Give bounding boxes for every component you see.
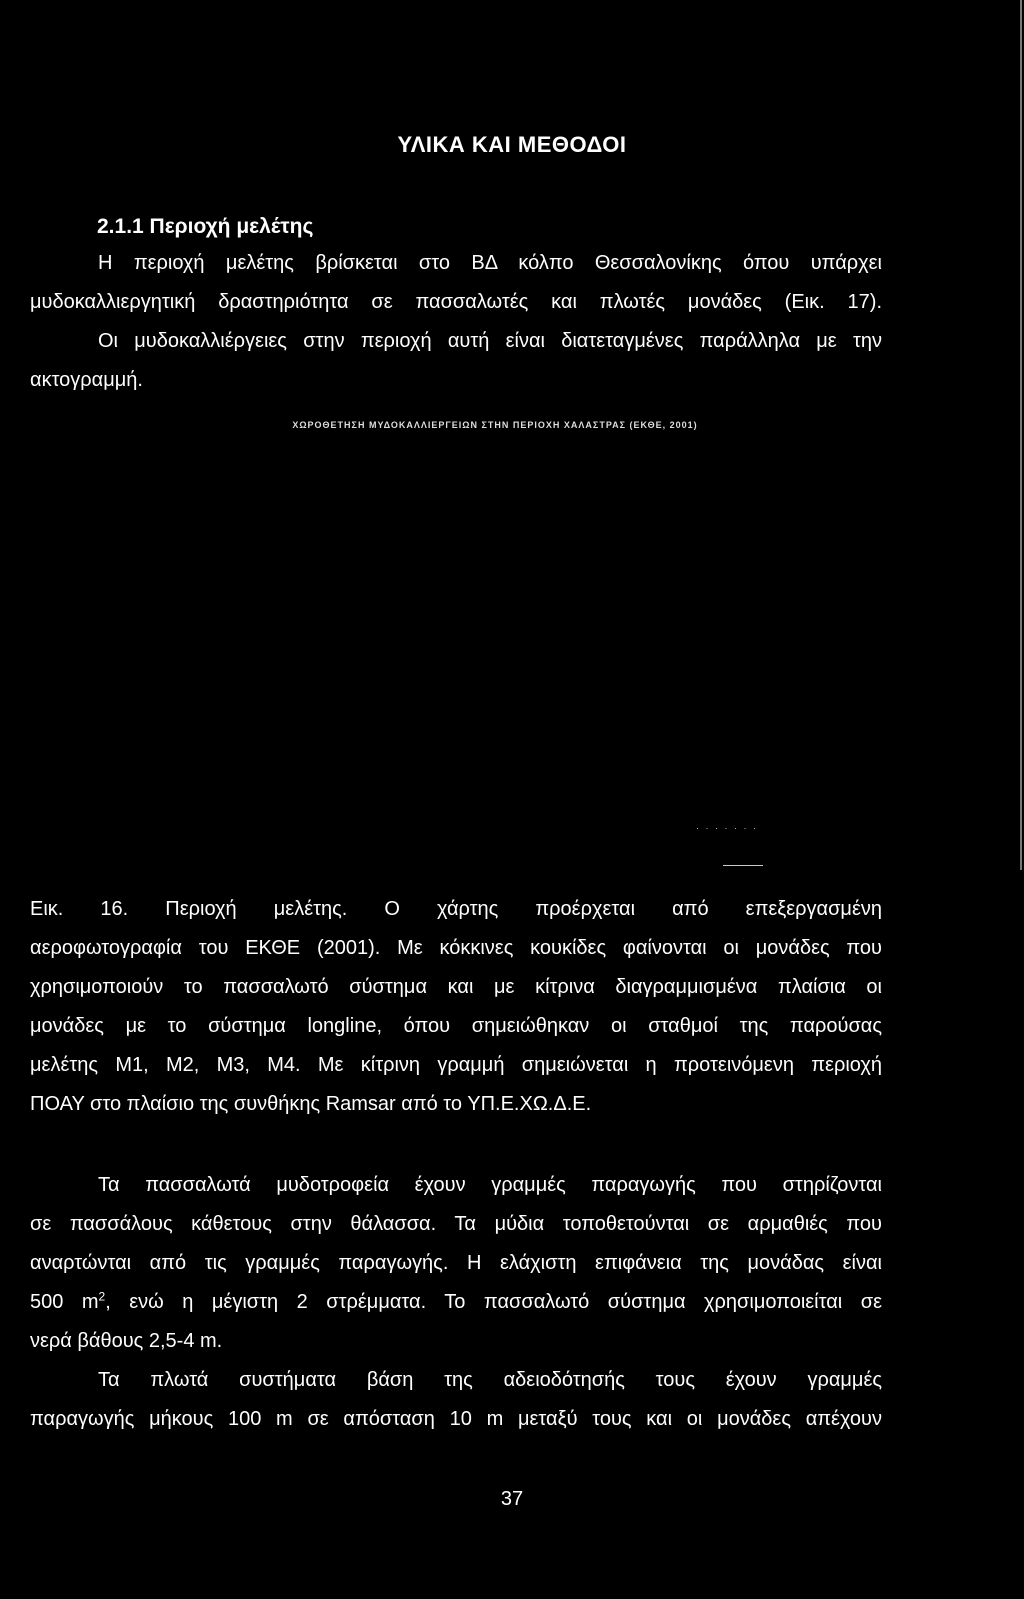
superscript-2: 2 [98, 1289, 106, 1304]
body-line: αναρτώνται από τις γραμμές παραγωγής. Η ελάχιστη επιφάνεια της μονάδας είναι [30, 1252, 882, 1274]
intro-line: Οι μυδοκαλλιέργειες στην περιοχή αυτή είναι διατεταγμένες παράλληλα με την [98, 330, 882, 352]
body-line: παραγωγής μήκους 100 m σε απόσταση 10 m μεταξύ τους και οι μονάδες απέχουν [30, 1408, 882, 1430]
body-line: νερά βάθους 2,5-4 m. [30, 1330, 223, 1352]
caption-line: μονάδες με το σύστημα longline, όπου σημειώθηκαν οι σταθμοί της παρούσας [30, 1015, 882, 1037]
caption-line: Εικ. 16. Περιοχή μελέτης. Ο χάρτης προέρχεται από επεξεργασμένη [30, 898, 882, 920]
study-area-map [100, 420, 890, 860]
area-min-value: 500 m [30, 1291, 99, 1313]
page-number: 37 [500, 1488, 524, 1510]
body-line [30, 1283, 882, 1322]
caption-line: μελέτης M1, M2, M3, M4. Με κίτρινη γραμμή σημειώνεται η προτεινόμενη περιοχή [30, 1054, 882, 1076]
intro-paragraph [30, 244, 882, 400]
caption-line: αεροφωτογραφία του ΕΚΘΕ (2001). Με κόκκινες κουκίδες φαίνονται οι μονάδες που [30, 937, 882, 959]
body-line: Τα πλωτά συστήματα βάση της αδειοδότησής τους έχουν γραμμές [98, 1369, 882, 1391]
body-paragraph-piled [30, 1166, 882, 1361]
map-scale-bar [723, 865, 763, 866]
figure-caption [30, 890, 882, 1124]
chapter-title: ΥΛΙΚΑ ΚΑΙ ΜΕΘΟΔΟΙ [397, 132, 627, 157]
intro-line: Η περιοχή μελέτης βρίσκεται στο ΒΔ κόλπο Θεσσαλονίκης όπου υπάρχει [98, 252, 882, 274]
section-heading: 2.1.1 Περιοχή μελέτης [97, 215, 314, 238]
map-scale-marks: · · · · · · · [696, 823, 758, 833]
body-line: σε πασσάλους κάθετους στην θάλασσα. Τα μύδια τοποθετούνται σε αρμαθιές που [30, 1213, 882, 1235]
caption-line: χρησιμοποιούν το πασσαλωτό σύστημα και με κίτρινα διαγραμμισμένα πλαίσια οι [30, 976, 882, 998]
page-edge-rule [1020, 0, 1022, 870]
body-line-rest: , ενώ η μέγιστη 2 στρέμματα. Το πασσαλωτό σύστημα χρησιμοποιείται σε [105, 1291, 882, 1313]
intro-line: ακτογραμμή. [30, 369, 143, 391]
body-paragraph-floating [30, 1361, 882, 1439]
body-line: Τα πασσαλωτά μυδοτροφεία έχουν γραμμές παραγωγής που στηρίζονται [98, 1174, 882, 1196]
map-title: ΧΩΡΟΘΕΤΗΣΗ ΜΥΔΟΚΑΛΛΙΕΡΓΕΙΩΝ ΣΤΗΝ ΠΕΡΙΟΧΗ ΧΑΛΑΣΤΡΑΣ (ΕΚΘΕ, 2001) [292, 420, 698, 430]
caption-line: ΠΟΑΥ στο πλαίσιο της συνθήκης Ramsar από το ΥΠ.Ε.ΧΩ.Δ.Ε. [30, 1093, 592, 1115]
intro-line: μυδοκαλλιεργητική δραστηριότητα σε πασσαλωτές και πλωτές μονάδες (Εικ. 17). [30, 291, 882, 313]
